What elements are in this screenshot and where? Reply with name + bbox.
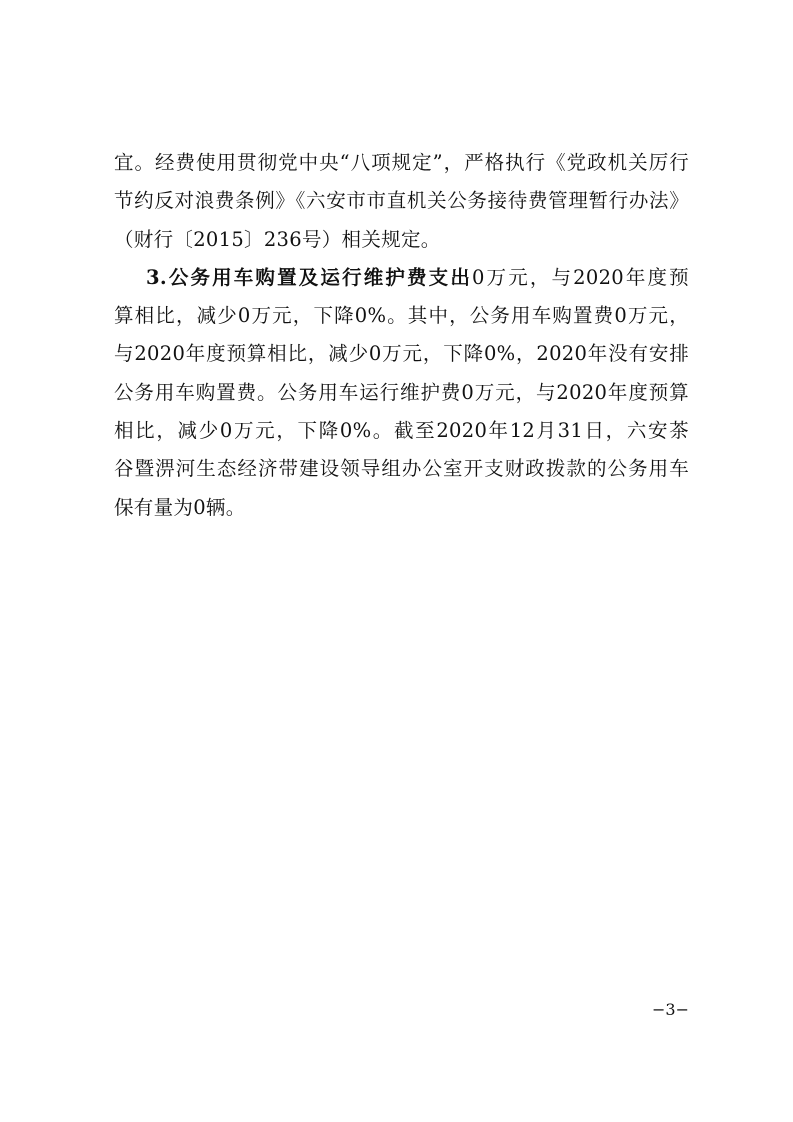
document-body <box>114 144 689 527</box>
paragraph-line: 公务用车购置费。公务用车运行维护费0万元，与2020年度预算 <box>114 380 689 404</box>
paragraph-line: 相比，减少0万元，下降0%。截至2020年12月31日，六安茶 <box>114 419 689 443</box>
paragraph-line: 算相比，减少0万元，下降0%。其中，公务用车购置费0万元， <box>114 304 689 328</box>
section-3-heading: 3.公务用车购置及运行维护费支出 <box>146 265 472 289</box>
paragraph-line: 节约反对浪费条例》《六安市市直机关公务接待费管理暂行办法》 <box>114 189 689 213</box>
paragraph-line: 宜。经费使用贯彻党中央“八项规定”，严格执行《党政机关厉行 <box>114 151 689 174</box>
paragraph-line: 保有量为0辆。 <box>114 495 246 519</box>
section-3-first-line <box>114 259 689 297</box>
page-number: −3− <box>652 1000 689 1019</box>
section-3-line-text: 0万元，与2020年度预 <box>472 265 689 289</box>
paragraph-line: 与2020年度预算相比，减少0万元，下降0%，2020年没有安排 <box>114 342 689 366</box>
paragraph-line: 谷暨淠河生态经济带建设领导组办公室开支财政拨款的公务用车 <box>114 457 689 481</box>
paragraph-line: （财行〔2015〕236号）相关规定。 <box>114 227 441 251</box>
